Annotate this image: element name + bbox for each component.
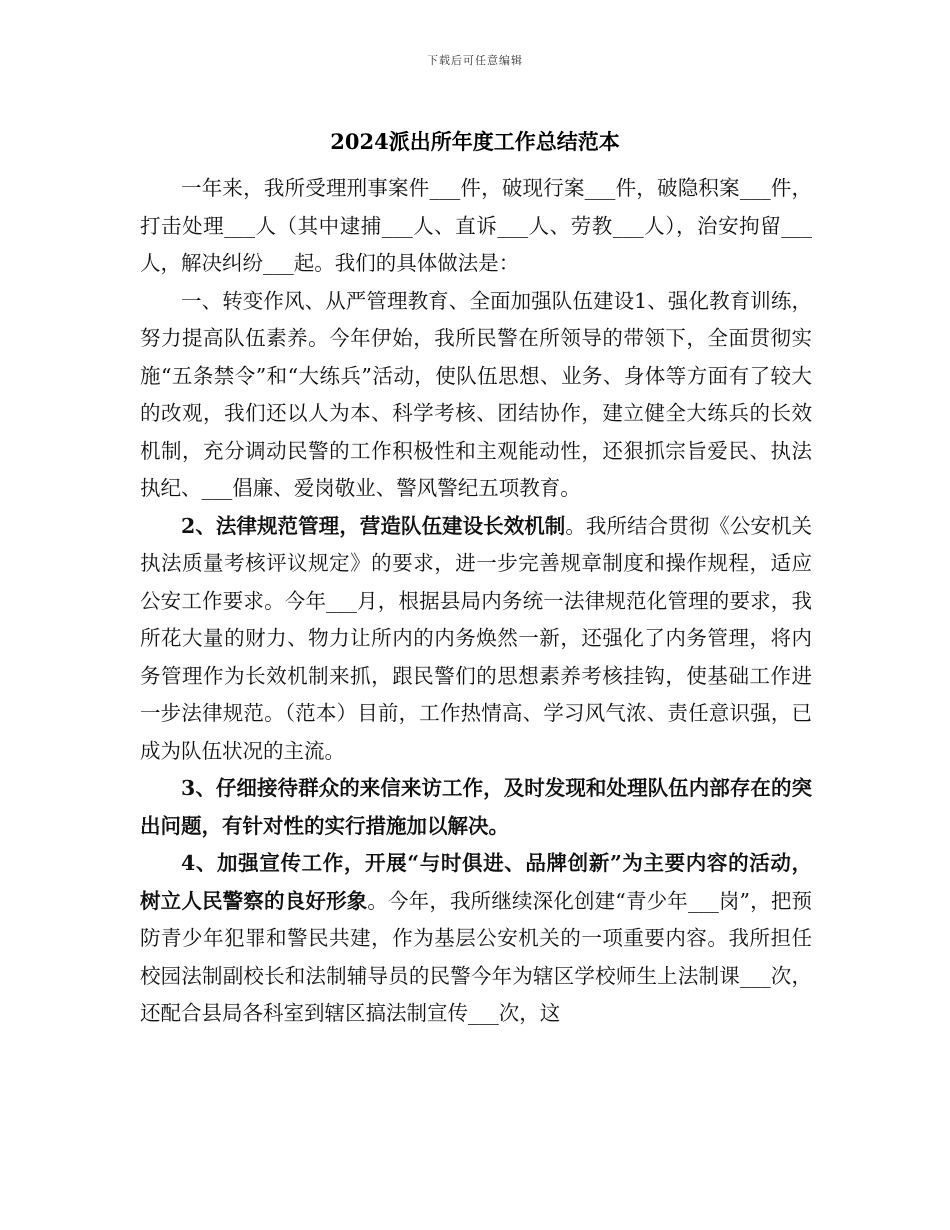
item-two-heading: 2、法律规范管理，营造队伍建设长效机制: [181, 513, 566, 538]
document-title: 2024派出所年度工作总结范本: [330, 129, 620, 154]
document-body: [140, 170, 812, 1033]
item-four-heading: 4、加强宣传工作，开展“与时俱进、品牌创新”为主要内容的活动，树立人民警察的良好形象: [140, 851, 812, 913]
item-two-text: 。我所结合贯彻《公安机关执法质量考核评议规定》的要求，进一步完善规章制度和操作规程，适应公安工作要求。今年___月，根据县局内务统一法律规范化管理的要求，我所花大量的财力、物力让所内的内务焕然一新，还强化了内务管理，将内务管理作为长效机制来抓，跟民警们的思想素养考核挂钩，使基础工作进一步法律规范。（范本）目前，工作热情高、学习风气浓、责任意识强，已成为队伍状况的主流。: [140, 513, 813, 763]
paragraph-item-three: [140, 770, 812, 845]
header-note: 下载后可任意编辑: [427, 54, 523, 67]
item-three-heading: 3、仔细接待群众的来信来访工作，及时发现和处理队伍内部存在的突出问题，有针对性的实行措施加以解决。: [140, 776, 812, 838]
item-four-text: 。今年，我所继续深化创建“青少年___岗”，把预防青少年犯罪和警民共建，作为基层公安机关的一项重要内容。我所担任校园法制副校长和法制辅导员的民警今年为辖区学校师生上法制课___次，还配合县局各科室到辖区搞法制宣传___次，这: [140, 888, 813, 1025]
paragraph-item-four: [140, 845, 812, 1033]
paragraph-summary: 一年来，我所受理刑事案件___件，破现行案___件，破隐积案___件，打击处理___人（其中逮捕___人、直诉___人、劳教___人），治安拘留___人，解决纠纷___起。我们的具体做法是：: [140, 176, 812, 275]
paragraph-section-one: 一、转变作风、从严管理教育、全面加强队伍建设1、强化教育训练，努力提高队伍素养。今年伊始，我所民警在所领导的带领下，全面贯彻实施“五条禁令”和“大练兵”活动，使队伍思想、业务、身体等方面有了较大的改观，我们还以人为本、科学考核、团结协作，建立健全大练兵的长效机制，充分调动民警的工作积极性和主观能动性，还狠抓宗旨爱民、执法执纪、___倡廉、爱岗敬业、警风警纪五项教育。: [140, 288, 812, 500]
paragraph-item-two: [140, 508, 812, 771]
